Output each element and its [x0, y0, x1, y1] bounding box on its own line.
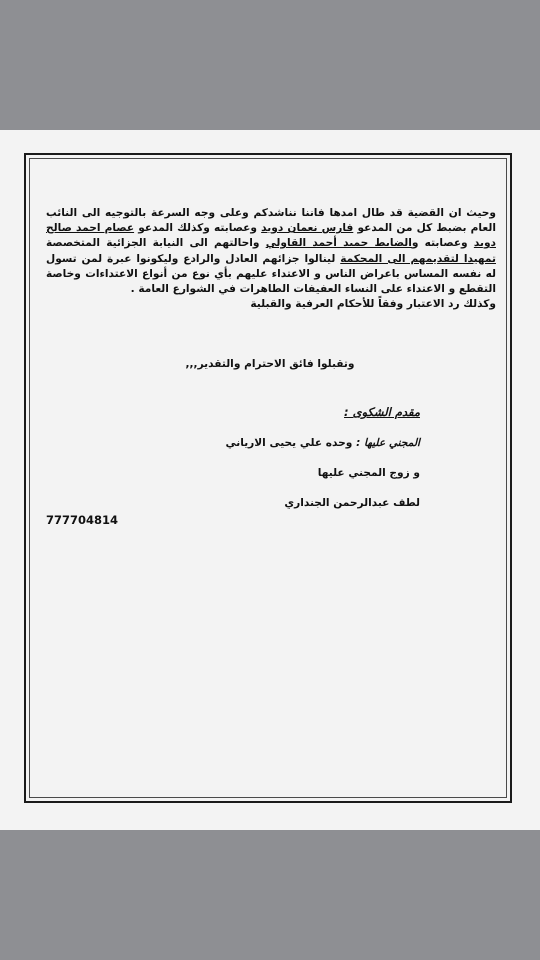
- signature-block: [180, 405, 420, 527]
- victim-label: المجني عليها :: [356, 437, 420, 449]
- signature-title: مقدم الشكوى :: [344, 405, 420, 419]
- husband-name: لطف عبدالرحمن الجنداري: [284, 497, 420, 509]
- husband-label: و زوج المجني عليها: [317, 467, 420, 479]
- bottom-dark-band: [0, 830, 540, 960]
- referral-phrase: تمهيدا لتقديمهم الى المحكمة: [340, 252, 496, 265]
- victim-line: [180, 437, 420, 449]
- accused-name-1: فارس نعمان دويد: [261, 222, 354, 235]
- accused-name-2: عصام احمد صالح دويد: [46, 222, 496, 250]
- accused-name-3: الضابط حميد أحمد القاولي: [265, 237, 412, 250]
- paragraph-restitution: وكذلك رد الاعتبار وفقاً للأحكام العرفية والقبلية: [250, 298, 496, 311]
- letter-body: [46, 206, 496, 312]
- phone-number: 777704814: [46, 513, 119, 527]
- victim-name: وحده علي يحيى الارياني: [225, 437, 357, 449]
- top-dark-band: [0, 0, 540, 130]
- paragraph-request: وحيث ان القضية قد طال امدها فاننا نناشدكم وعلى وجه السرعة بالتوجيه الى النائب العام بضبط كل من المدعو فارس نعمان دويد وعصابته وكذلك المدعو عصام احمد صالح دويد وعصابته والضابط حميد أحمد القاولي واحالتهم الى النيابة الجزائية المتخصصة تمهيدا لتقديمهم الى المحكمة لينالوا جزائهم العادل والرادع وليكونوا عبرة لمن تسول له نفسه المساس باعراض الناس و الاعتداء عليهم بأي نوع من أنواع الاعتداءات وخاصة التقطع و الاعتداء على النساء العفيفات الطاهرات في الشوارع العامة .: [46, 207, 496, 296]
- closing-line: وتقبلوا فائق الاحترام والتقدير,,,: [185, 358, 355, 370]
